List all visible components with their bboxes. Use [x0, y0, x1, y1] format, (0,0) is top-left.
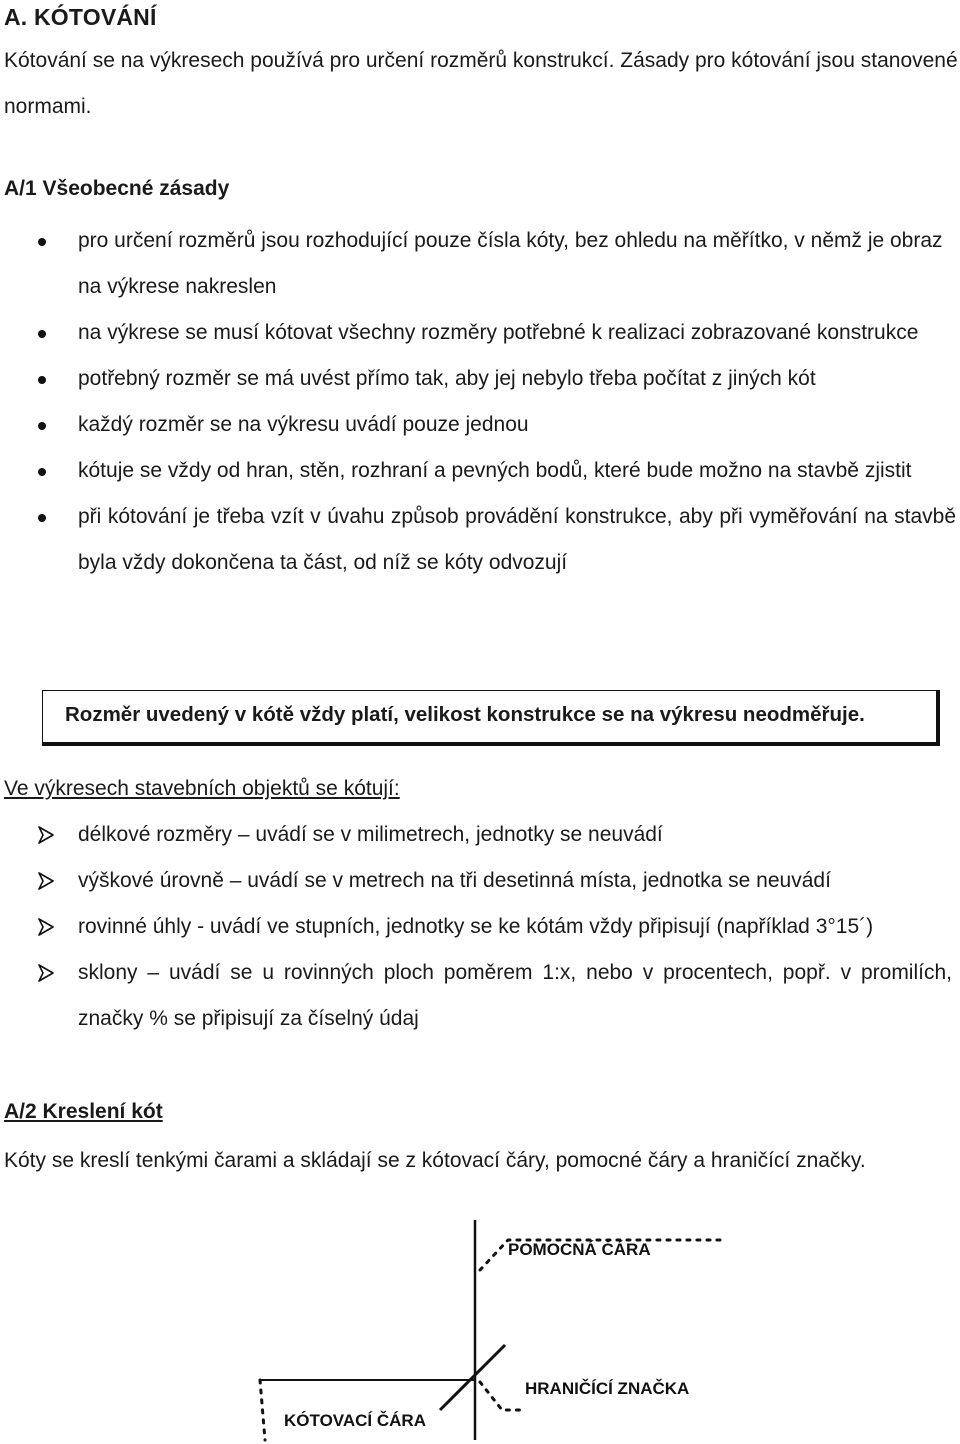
- list-item-text: při kótování je třeba vzít v úvahu způsob provádění konstrukce, aby při vyměřování na stavbě byla vždy dokončena ta část, od níž se kóty odvozují: [78, 505, 956, 574]
- dimension-units-list: [0, 812, 960, 1042]
- list-item: [0, 310, 960, 356]
- list-item-text: každý rozměr se na výkresu uvádí pouze jednou: [78, 413, 529, 436]
- section-a1-title: A/1 Všeobecné zásady: [4, 177, 230, 200]
- dimension-line-label: KÓTOVACÍ ČÁRA: [284, 1411, 426, 1430]
- section-a-title: A. KÓTOVÁNÍ: [4, 4, 157, 30]
- list-item-text: pro určení rozměrů jsou rozhodující pouze čísla kóty, bez ohledu na měřítko, v němž je obraz na výkrese nakreslen: [78, 229, 943, 298]
- list-item: [0, 858, 960, 904]
- filled-circle-bullet-icon: [38, 238, 46, 246]
- list-item-text: na výkrese se musí kótovat všechny rozměry potřebné k realizaci zobrazované konstrukce: [78, 321, 919, 344]
- arrowhead-bullet-icon: [37, 826, 55, 844]
- filled-circle-bullet-icon: [38, 330, 46, 338]
- list-item-text: potřebný rozměr se má uvést přímo tak, aby jej nebylo třeba počítat z jiných kót: [78, 367, 816, 390]
- section-a-intro: Kótování se na výkresech používá pro určení rozměrů konstrukcí. Zásady pro kótování jsou stanovené normami.: [4, 49, 958, 118]
- callout-text: Rozměr uvedený v kótě vždy platí, velikost konstrukce se na výkresu neodměřuje.: [65, 703, 865, 726]
- leader-line-dotted: [480, 1382, 520, 1410]
- list-item: [0, 356, 960, 402]
- list-item-text: rovinné úhly - uvádí ve stupních, jednotky se ke kótám vždy připisují (například 3°15´): [78, 915, 874, 938]
- general-rules-list: [0, 218, 960, 586]
- helper-line-label: POMOCNÁ ČÁRA: [508, 1240, 651, 1259]
- filled-circle-bullet-icon: [38, 422, 46, 430]
- section-a2-text: Kóty se kreslí tenkými čarami a skládají se z kótovací čáry, pomocné čáry a hraničící značky.: [4, 1149, 866, 1172]
- dimension-diagram: [240, 1210, 740, 1444]
- dimension-line-dotted: [260, 1380, 265, 1440]
- section-a2-title: A/2 Kreslení kót: [4, 1100, 163, 1123]
- list-item: [0, 402, 960, 448]
- list-item: [0, 448, 960, 494]
- arrowhead-bullet-icon: [37, 872, 55, 890]
- arrowhead-bullet-icon: [37, 918, 55, 936]
- list-item-text: délkové rozměry – uvádí se v milimetrech, jednotky se neuvádí: [78, 823, 663, 846]
- list-item: [0, 812, 960, 858]
- list-item: [0, 218, 960, 310]
- filled-circle-bullet-icon: [38, 468, 46, 476]
- list-item: [0, 904, 960, 950]
- filled-circle-bullet-icon: [38, 514, 46, 522]
- list-item-text: sklony – uvádí se u rovinných ploch poměrem 1:x, nebo v procentech, popř. v promilích, značky % se připisují za číselný údaj: [78, 961, 952, 1030]
- list-item: [0, 494, 960, 586]
- list-item-text: výškové úrovně – uvádí se v metrech na tři desetinná místa, jednotka se neuvádí: [78, 869, 831, 892]
- tick-mark-label: HRANIČÍCÍ ZNAČKA: [525, 1379, 690, 1398]
- list-item: [0, 950, 960, 1042]
- units-heading: Ve výkresech stavebních objektů se kótují:: [4, 777, 400, 800]
- arrowhead-bullet-icon: [37, 964, 55, 982]
- filled-circle-bullet-icon: [38, 376, 46, 384]
- list-item-text: kótuje se vždy od hran, stěn, rozhraní a pevných bodů, které bude možno na stavbě zjistit: [78, 459, 912, 482]
- key-rule-callout: [42, 690, 940, 746]
